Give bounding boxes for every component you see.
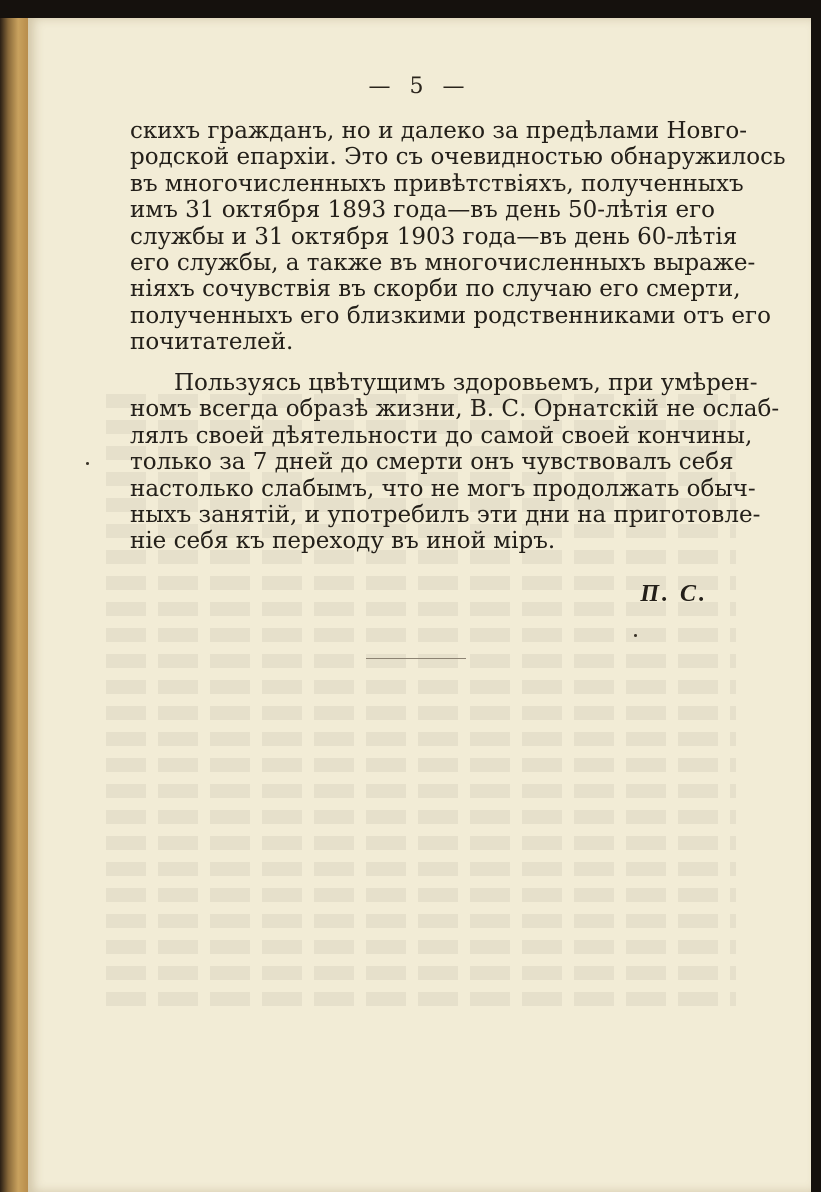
- paragraph-2-line: ныхъ занятій, и употребилъ эти дни на приготовле-: [130, 501, 761, 528]
- paragraph-2: [130, 370, 780, 555]
- paragraph-1-line: ніяхъ сочувствія въ скорби по случаю его смерти,: [130, 276, 741, 303]
- print-speck: [634, 634, 637, 637]
- paragraph-1-line: скихъ гражданъ, но и далеко за предѣлами Новго-: [130, 118, 748, 144]
- page-number: — 5 —: [368, 74, 471, 99]
- paragraph-1-line: въ многочисленныхъ привѣтствіяхъ, полученныхъ: [130, 170, 744, 197]
- paragraph-2-line: только за 7 дней до смерти онъ чувствовалъ себя: [130, 449, 734, 476]
- paragraph-1-line: его службы, а также въ многочисленныхъ выраже-: [130, 249, 756, 276]
- separator-rule: [366, 658, 466, 659]
- paragraph-2-line: лялъ своей дѣятельности до самой своей кончины,: [130, 422, 753, 449]
- paragraph-2-line: Пользуясь цвѣтущимъ здоровьемъ, при умѣрен-: [174, 370, 758, 396]
- paragraph-1-line: родской епархіи. Это съ очевидностью обнаружилось: [130, 144, 786, 171]
- print-speck: [86, 462, 89, 465]
- paragraph-2-line: ніе себя къ переходу въ иной міръ.: [130, 528, 556, 555]
- paragraph-2-line: настолько слабымъ, что не могъ продолжать обыч-: [130, 475, 756, 502]
- book-page: [28, 18, 811, 1192]
- paragraph-1-line: полученныхъ его близкими родственниками отъ его: [130, 302, 771, 329]
- paragraph-1-line: почитателей.: [130, 329, 294, 356]
- author-initials: П. С.: [640, 581, 708, 607]
- book-spine-edge: [0, 18, 28, 1192]
- paragraph-1-line: имъ 31 октября 1893 года—въ день 50-лѣтія его: [130, 197, 715, 224]
- paragraph-1: [130, 118, 786, 356]
- paragraph-2-line: номъ всегда образѣ жизни, В. С. Орнатскій не ослаб-: [130, 396, 780, 423]
- paragraph-1-line: службы и 31 октября 1903 года—въ день 60-лѣтія: [130, 223, 738, 250]
